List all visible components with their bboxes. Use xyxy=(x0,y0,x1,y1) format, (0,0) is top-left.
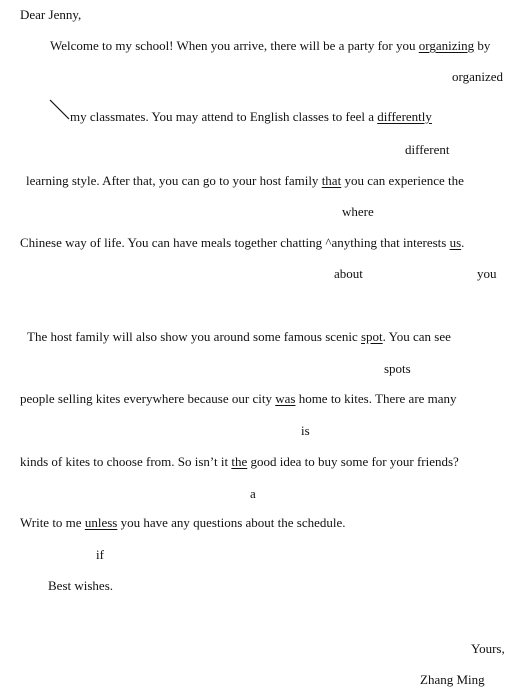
line-5 xyxy=(27,329,451,345)
error-word-5: spot xyxy=(360,329,383,344)
error-word-8: unless xyxy=(84,515,118,530)
line-1 xyxy=(50,38,490,54)
correction-1: organized xyxy=(452,69,504,84)
correction-3: where xyxy=(342,204,374,219)
line-6-text: people selling kites everywhere because our city xyxy=(20,391,276,406)
line-3 xyxy=(26,173,464,189)
line-5-text: The host family will also show you around some famous scenic xyxy=(27,329,361,344)
line-5-text-end: . You can see xyxy=(382,329,451,344)
line-1-text: Welcome to my school! When you arrive, there will be a party for you xyxy=(50,38,419,53)
deletion-mark xyxy=(49,99,71,121)
greeting: Dear Jenny, xyxy=(20,7,82,22)
line-4 xyxy=(20,235,464,251)
closing: Best wishes. xyxy=(48,578,113,593)
line-2-text: my classmates. You may attend to English classes to feel a xyxy=(70,109,378,124)
line-1-text-end: by xyxy=(474,38,491,53)
signoff: Yours, xyxy=(471,641,505,656)
error-word-7: the xyxy=(231,454,248,469)
line-7 xyxy=(20,454,459,470)
line-6 xyxy=(20,391,457,407)
line-4-text-end: . xyxy=(461,235,465,250)
line-3-text: learning style. After that, you can go to your host family xyxy=(26,173,322,188)
correction-8: if xyxy=(96,547,104,562)
correction-4a: about xyxy=(334,266,363,281)
error-word-3: that xyxy=(321,173,342,188)
error-word-6: was xyxy=(275,391,296,406)
line-8-text-end: you have any questions about the schedule. xyxy=(117,515,346,530)
error-word-2: differently xyxy=(377,109,432,124)
correction-5: spots xyxy=(384,361,411,376)
line-6-text-end: home to kites. There are many xyxy=(295,391,457,406)
line-7-text: kinds of kites to choose from. So isn’t it xyxy=(20,454,232,469)
correction-7: a xyxy=(250,486,256,501)
error-word-4: us xyxy=(449,235,462,250)
line-8 xyxy=(20,515,346,531)
line-4-text: Chinese way of life. You can have meals together chatting ^anything that interests xyxy=(20,235,450,250)
line-2 xyxy=(70,109,432,125)
correction-4b: you xyxy=(477,266,497,281)
line-3-text-end: you can experience the xyxy=(341,173,464,188)
correction-2: different xyxy=(405,142,450,157)
line-7-text-end: good idea to buy some for your friends? xyxy=(247,454,459,469)
error-word-1: organizing xyxy=(418,38,475,53)
line-8-text: Write to me xyxy=(20,515,85,530)
correction-6: is xyxy=(301,423,310,438)
signature: Zhang Ming xyxy=(420,672,485,687)
